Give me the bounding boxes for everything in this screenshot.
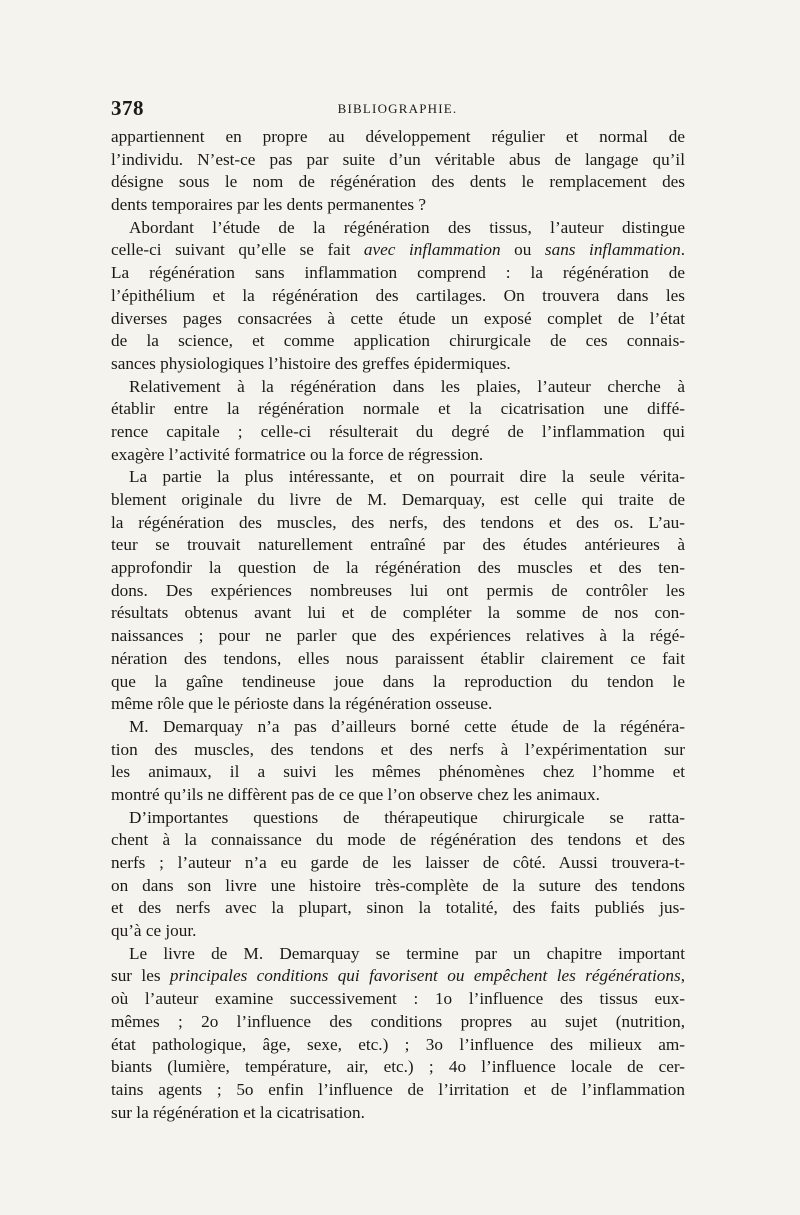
text-line: les animaux, il a suivi les mêmes phénomènes chez l’homme et (111, 762, 685, 782)
text-line: biants (lumière, température, air, etc.) ; 4o l’influence locale de cer- (111, 1057, 685, 1077)
text-line: diverses pages consacrées à cette étude un exposé complet de l’état (111, 308, 685, 328)
text-line: que la gaîne tendineuse joue dans la reproduction du tendon le (111, 671, 685, 691)
text-line: on dans son livre une histoire très-complète de la suture des tendons (111, 875, 685, 895)
text-line: tion des muscles, des tendons et des nerfs à l’expérimentation sur (111, 739, 685, 759)
text-line: nération des tendons, elles nous paraissent établir clairement ce fait (111, 648, 685, 668)
text-line: M. Demarquay n’a pas d’ailleurs borné cette étude de la régénéra- (129, 716, 685, 736)
running-title: BIBLIOGRAPHIE. (337, 101, 458, 116)
text-line: D’importantes questions de thérapeutique chirurgicale se ratta- (129, 807, 685, 827)
text-line: naissances ; pour ne parler que des expériences relatives à la régé- (111, 626, 685, 646)
text-line: résultats obtenus avant lui et de compléter la somme de nos con- (111, 603, 685, 623)
page-number: 378 (111, 96, 144, 120)
text-line: et des nerfs avec la plupart, sinon la totalité, des faits publiés jus- (111, 898, 685, 918)
text-line: qu’à ce jour. (111, 921, 197, 941)
text-line: même rôle que le périoste dans la régénération osseuse. (111, 694, 493, 714)
text-line: chent à la connaissance du mode de régénération des tendons et des (111, 830, 685, 850)
text-line: blement originale du livre de M. Demarquay, est celle qui traite de (111, 490, 685, 509)
text-line: tains agents ; 5o enfin l’influence de l’irritation et de l’inflammation (111, 1079, 685, 1099)
italic-phrase: sans inflammation (544, 240, 681, 260)
text-line: teur se trouvait naturellement entraîné par des études antérieures à (111, 535, 685, 555)
text-line: Le livre de M. Demarquay se termine par un chapitre important (129, 943, 685, 963)
text-line: établir entre la régénération normale et la cicatrisation une diffé- (111, 399, 685, 419)
text-line: appartiennent en propre au développement régulier et normal de (111, 127, 685, 146)
text-line: état pathologique, âge, sexe, etc.) ; 3o l’influence des milieux am- (111, 1034, 685, 1054)
text-line: sur la régénération et la cicatrisation. (111, 1102, 365, 1122)
text-line: Abordant l’étude de la régénération des tissus, l’auteur distingue (129, 217, 685, 237)
text-line: montré qu’ils ne diffèrent pas de ce que l’on observe chez les animaux. (111, 784, 600, 804)
text-segment: , (680, 966, 685, 986)
text-line: nerfs ; l’auteur n’a eu garde de les laisser de côté. Aussi trouvera-t- (111, 853, 685, 872)
text-line: approfondir la question de la régénération des muscles et des ten- (111, 558, 685, 578)
text-line: dents temporaires par les dents permanentes ? (111, 195, 426, 215)
text-line: l’épithélium et la régénération des cartilages. On trouvera dans les (111, 285, 685, 305)
text-line: La partie la plus intéressante, et on pourrait dire la seule vérita- (129, 467, 685, 487)
italic-phrase: avec inflammation (363, 240, 501, 260)
text-line: de la science, et comme application chirurgicale de ces connais- (111, 331, 685, 351)
text-segment: celle-ci suivant qu’elle se fait (111, 240, 364, 260)
text-line: mêmes ; 2o l’influence des conditions propres au sujet (nutrition, (111, 1011, 685, 1031)
text-line (111, 965, 685, 988)
text-line: dons. Des expériences nombreuses lui ont permis de contrôler les (111, 580, 685, 600)
text-segment: . (680, 240, 686, 260)
text-segment: ou (500, 240, 545, 260)
text-line: sances physiologiques l’histoire des greffes épidermiques. (111, 353, 511, 373)
italic-phrase: principales conditions qui favorisent ou empêchent les régénérations (169, 966, 681, 986)
text-line: désigne sous le nom de régénération des dents le remplacement des (111, 172, 685, 192)
text-line: où l’auteur examine successivement : 1o l’influence des tissus eux- (111, 989, 685, 1009)
text-line (111, 239, 685, 262)
text-line: exagère l’activité formatrice ou la force de régression. (111, 444, 484, 464)
text-segment: sur les (111, 966, 170, 986)
text-line: La régénération sans inflammation comprend : la régénération de (111, 263, 685, 283)
page-header (111, 96, 684, 124)
text-line: la régénération des muscles, des nerfs, des tendons et des os. L’au- (111, 512, 685, 532)
text-line: l’individu. N’est-ce pas par suite d’un véritable abus de langage qu’il (111, 149, 685, 169)
text-line: Relativement à la régénération dans les plaies, l’auteur cherche à (129, 376, 685, 396)
text-line: rence capitale ; celle-ci résulterait du degré de l’inflammation qui (111, 421, 685, 441)
body-text (111, 126, 685, 1124)
